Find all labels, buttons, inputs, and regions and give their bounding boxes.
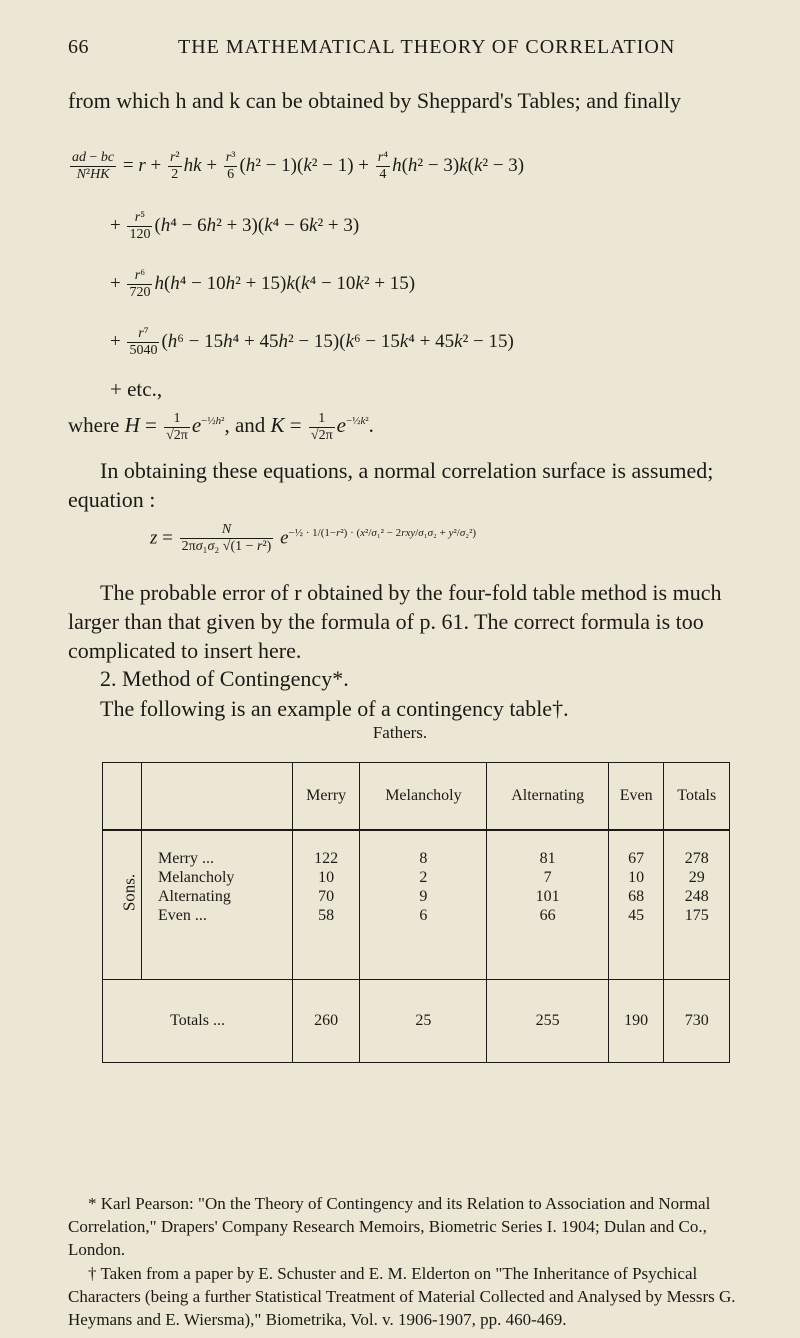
- row-label: Alternating: [158, 888, 231, 905]
- corner-label-cell: [142, 763, 293, 831]
- column-header: Merry: [293, 763, 360, 831]
- table-body: [103, 830, 730, 980]
- surface-equation: z = $\frac{N}{\text{2πσ₁σ₂ √(1 − r²)}}$ $e^{-\frac{1}{2} \cdot 1/(1-r^2) \cdot (x^2/\sigma_1^2 - 2rxy/\sigma_1\sigma_2 + y^2/\sigma_2^2)}$: [150, 522, 477, 555]
- total-cell: 25: [360, 980, 487, 1063]
- cell: 6: [419, 907, 428, 924]
- cell: 8: [419, 850, 428, 867]
- paragraph-example: The following is an example of a contingency table†.: [100, 696, 569, 721]
- cell: 66: [539, 907, 556, 924]
- paragraph-normal-surface: In obtaining these equations, a normal correlation surface is assumed; equation :: [68, 458, 714, 512]
- column-header: Alternating: [487, 763, 608, 831]
- column-values: [360, 830, 487, 980]
- cell: 68: [628, 888, 645, 905]
- cell: 2: [419, 869, 428, 886]
- row-labels: [142, 830, 293, 980]
- intro-text: from which h and k can be obtained by Sheppard's Tables; and finally: [68, 88, 681, 113]
- total-cell: 255: [487, 980, 608, 1063]
- equation-where: where H = $\frac{1}{√2\pi}$ $e^{-\frac{1}{2}h^2}$, and K = $\frac{1}{√2\pi}$ $e^{-\frac{1}{2}k^2}$.: [68, 410, 374, 443]
- equation-line-5: + etc.,: [110, 377, 163, 401]
- total-cell: 190: [608, 980, 664, 1063]
- cell: 70: [318, 888, 335, 905]
- paragraph-probable-error: The probable error of r obtained by the four-fold table method is much larger than that given by the formula of p. 61. The correct formula is too complicated to insert here.: [68, 580, 722, 663]
- corner-cell: [103, 763, 142, 831]
- footnote-1: * Karl Pearson: "On the Theory of Contingency and its Relation to Association and Normal Correlation," Drapers' Company Research Memoirs, Biometric Series I. 1904; Dulan and Co., London.: [68, 1194, 711, 1259]
- equation-line-2: + $\frac{\text{r⁵}}{120}$ (h⁴ − 6h² + 3)(k⁴ − 6k² + 3): [110, 210, 360, 242]
- cell: 122: [314, 850, 339, 867]
- cell: 278: [684, 850, 709, 867]
- contingency-table: [102, 762, 730, 1063]
- column-header: Even: [608, 763, 664, 831]
- cell: 29: [688, 869, 705, 886]
- cell: 101: [535, 888, 560, 905]
- table-caption: Fathers.: [372, 723, 428, 742]
- running-title: THE MATHEMATICAL THEORY OF CORRELATION: [178, 36, 676, 58]
- row-label: Melancholy: [158, 869, 235, 886]
- footnote-2: † Taken from a paper by E. Schuster and E. M. Elderton on "The Inheritance of Psychical Characters (being a further Statistical Treatment of Material Collected and Analysed by Messrs G. Heymans and E. Wiersma)," Biometrika, Vol. v. 1906-1907, pp. 460-469.: [68, 1264, 736, 1329]
- equation-line-1: $\frac{ad - bc}{\text{N²HK}}$ = r + $\frac{\text{r²}}{2}$ hk + $\frac{\text{r³}}{6}$ (h² − 1)(k² − 1) + $\frac{\text{r⁴}}{4}$ h(h² − 3)k(k² − 3): [72, 150, 525, 182]
- column-values: [608, 830, 664, 980]
- section-heading: 2. Method of Contingency*.: [100, 666, 349, 691]
- row-label: Merry ...: [158, 850, 214, 867]
- cell: 10: [628, 869, 645, 886]
- row-group-label-cell: [103, 830, 142, 980]
- cell: 10: [318, 869, 335, 886]
- equation-line-4: + $\frac{\text{r⁷}}{5040}$ (h⁶ − 15h⁴ + 45h² − 15)(k⁶ − 15k⁴ + 45k² − 15): [110, 326, 514, 358]
- page-number: 66: [68, 36, 89, 58]
- cell: 7: [543, 869, 552, 886]
- cell: 45: [628, 907, 645, 924]
- column-header: Totals: [664, 763, 730, 831]
- cell: 81: [539, 850, 556, 867]
- row-label: Even ...: [158, 907, 207, 924]
- cell: 248: [684, 888, 709, 905]
- row-group-label: Sons.: [119, 873, 139, 912]
- column-values: [293, 830, 360, 980]
- column-values: [487, 830, 608, 980]
- total-cell: 730: [664, 980, 730, 1063]
- total-cell: 260: [293, 980, 360, 1063]
- cell: 9: [419, 888, 428, 905]
- column-values: [664, 830, 730, 980]
- equation-line-3: + $\frac{\text{r⁶}}{720}$ h(h⁴ − 10h² + 15)k(k⁴ − 10k² + 15): [110, 268, 416, 300]
- totals-label: Totals ...: [103, 980, 293, 1063]
- cell: 58: [318, 907, 335, 924]
- cell: 175: [684, 907, 709, 924]
- column-header: Melancholy: [360, 763, 487, 831]
- table-header-row: [103, 763, 730, 831]
- totals-row: [103, 980, 730, 1063]
- cell: 67: [628, 850, 645, 867]
